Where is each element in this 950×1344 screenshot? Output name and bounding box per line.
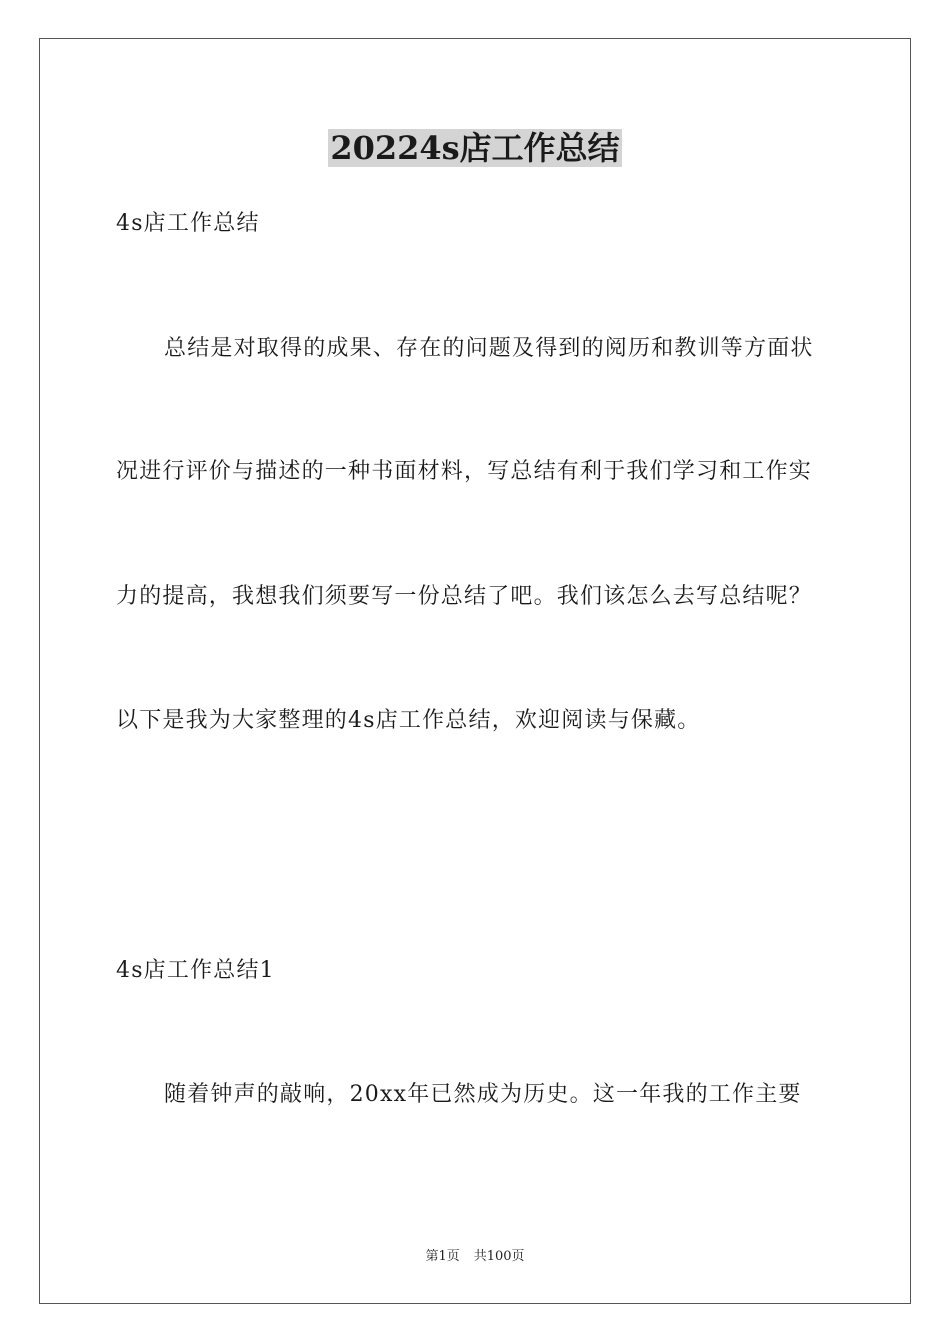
intro-line-3: 力的提高，我想我们须要写一份总结了吧。我们该怎么去写总结呢？ bbox=[116, 584, 813, 609]
page-footer bbox=[0, 1248, 950, 1266]
intro-line-4: 以下是我为大家整理的4s店工作总结，欢迎阅读与保藏。 bbox=[116, 708, 701, 733]
section-heading-1: 4s店工作总结 bbox=[116, 211, 260, 236]
page-number: 第1页 bbox=[425, 1249, 460, 1264]
body-line-1: 随着钟声的敲响，20xx年已然成为历史。这一年我的工作主要 bbox=[164, 1082, 802, 1107]
page-total: 共100页 bbox=[473, 1249, 525, 1264]
intro-line-1: 总结是对取得的成果、存在的问题及得到的阅历和教训等方面状 bbox=[164, 336, 814, 361]
document-title bbox=[0, 126, 950, 170]
intro-line-2: 况进行评价与描述的一种书面材料，写总结有利于我们学习和工作实 bbox=[116, 459, 813, 484]
section-heading-2: 4s店工作总结1 bbox=[116, 958, 275, 983]
document-title-text: 20224s店工作总结 bbox=[330, 129, 620, 167]
